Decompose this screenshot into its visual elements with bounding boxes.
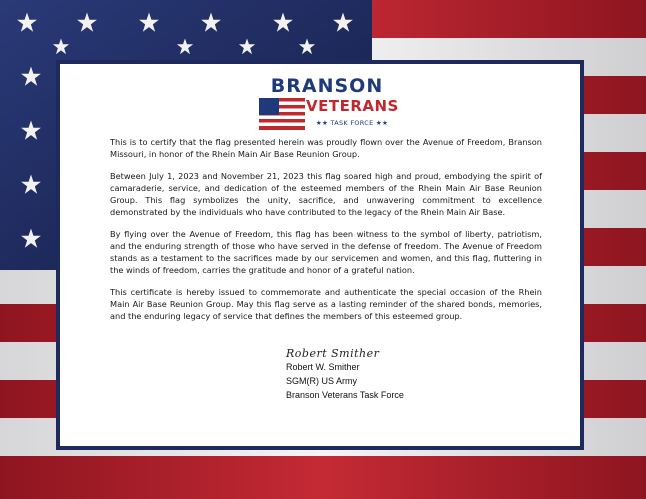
logo-title: BRANSON — [270, 75, 384, 97]
logo-veterans: VETERANS — [306, 97, 399, 115]
logo-task-force: ★★ TASK FORCE ★★ — [315, 119, 389, 127]
certificate-panel — [56, 60, 584, 450]
paragraph-3: By flying over the Avenue of Freedom, this flag has been witness to the symbol of liberty, patriotism, and the enduring strength of those who have served in the defense of freedom. The Avenue of Freedom stands as a testament to the sacrifices made by our servicemen and women, and this flag, fluttering in the winds of freedom, carries the gratitude and honor of a grateful nation. — [110, 229, 542, 275]
branson-veterans-logo — [259, 75, 399, 132]
signer-rank: SGM(R) US Army — [286, 376, 357, 386]
flag-icon — [259, 98, 305, 130]
paragraph-1: This is to certify that the flag presented herein was proudly flown over the Avenue of Freedom, Branson Missouri, in honor of the Rhein Main Air Base Reunion Group. — [110, 137, 542, 159]
signature-block — [286, 348, 404, 402]
paragraph-4: This certificate is hereby issued to commemorate and authenticate the special occasion of the Rhein Main Air Base Reunion Group. May this flag serve as a lasting reminder of the shared bonds, memories, and the enduring legacy of service that defines the members of this esteemed group. — [110, 287, 542, 321]
paragraph-2: Between July 1, 2023 and November 21, 2023 this flag soared high and proud, embodying the spirit of camaraderie, service, and dedication of the esteemed members of the Rhein Main Air Base Reunion Group. This flag symbolizes the unity, sacrifice, and unwavering commitment to excellence demonstrated by the individuals who have contributed to the legacy of the Rhein Main Air Base. — [110, 171, 542, 217]
handwritten-signature: Robert Smither — [286, 347, 380, 360]
signer-name: Robert W. Smither — [286, 362, 360, 372]
certificate-body — [110, 136, 542, 332]
signer-organization: Branson Veterans Task Force — [286, 390, 404, 400]
